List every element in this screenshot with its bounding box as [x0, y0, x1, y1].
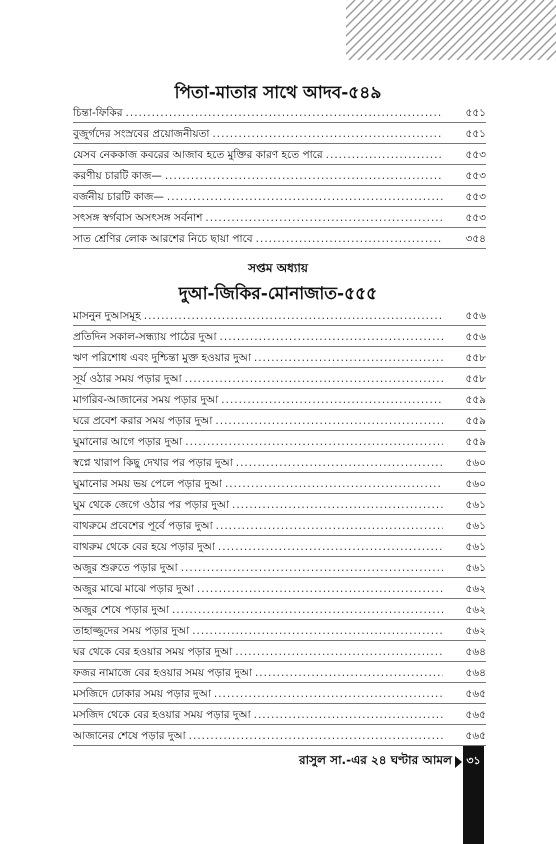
toc-entry[interactable] [73, 207, 486, 228]
toc-list-parents [73, 102, 486, 249]
toc-entry-page: ৫৫১ [465, 107, 486, 119]
toc-entry[interactable] [73, 662, 486, 683]
hatch-line [430, 0, 490, 60]
toc-entry[interactable] [73, 536, 486, 557]
toc-entry[interactable] [73, 620, 486, 641]
toc-entry[interactable] [73, 473, 486, 494]
hatch-line [349, 0, 409, 60]
toc-entry-title: ঘুমানোর সময় ভয় পেলে পড়ার দুআ [73, 478, 222, 490]
page-number-tab [463, 746, 484, 844]
toc-entry[interactable] [73, 347, 486, 368]
page-number: ৩১ [466, 754, 481, 767]
toc-entry-page: ৫৬৫ [465, 709, 486, 721]
toc-entry[interactable] [73, 494, 486, 515]
hatch-line [475, 0, 535, 60]
dot-leader [232, 498, 443, 512]
toc-entry-title: বাথরুম থেকে বের হয়ে পড়ার দুআ [73, 541, 215, 553]
dot-leader [189, 729, 443, 743]
dot-leader [225, 477, 443, 491]
toc-entry[interactable] [73, 186, 486, 207]
dot-leader [205, 211, 443, 225]
dot-leader [221, 393, 443, 407]
toc-entry-page: ৫৬২ [465, 625, 486, 637]
hatch-line [376, 0, 436, 60]
toc-entry[interactable] [73, 305, 486, 326]
hatch-line [439, 0, 499, 60]
section-heading-dua: দুআ-জিকির-মোনাজাত-৫৫৫ [178, 284, 378, 304]
hatch-line [403, 0, 463, 60]
hatch-line [448, 0, 508, 60]
toc-entry[interactable] [73, 599, 486, 620]
toc-entry-page: ৫৬৪ [465, 646, 486, 658]
dot-leader [185, 435, 443, 449]
toc-entry[interactable] [73, 431, 486, 452]
toc-entry-title: ঘুম থেকে জেগে ওঠার পর পড়ার দুআ [73, 499, 229, 511]
dot-leader [236, 456, 443, 470]
hatch-line [547, 0, 556, 60]
dot-leader [214, 687, 443, 701]
toc-entry[interactable] [73, 515, 486, 536]
toc-entry-page: ৫৫৬ [465, 331, 486, 343]
toc-entry-page: ৫৬২ [465, 604, 486, 616]
dot-leader [220, 330, 443, 344]
toc-entry-title: মসজিদে ঢোকার সময় পড়ার দুআ [73, 688, 211, 700]
dot-leader [218, 540, 443, 554]
hatch-line [346, 0, 355, 60]
hatch-line [358, 0, 418, 60]
toc-entry[interactable] [73, 578, 486, 599]
toc-entry[interactable] [73, 452, 486, 473]
hatch-line [484, 0, 544, 60]
toc-entry-page: ৫৫৬ [465, 310, 486, 322]
dot-leader [185, 372, 443, 386]
dot-leader [165, 169, 443, 183]
toc-entry-title: মাসনুন দুআসমূহ [73, 310, 141, 322]
hatch-line [385, 0, 445, 60]
toc-entry-page: ৫৫৯ [465, 394, 486, 406]
toc-entry[interactable] [73, 228, 486, 249]
toc-entry-title: অজুর শুরুতে পড়ার দুআ [73, 562, 178, 574]
toc-entry-page: ৫৫৩ [465, 191, 486, 203]
toc-entry[interactable] [73, 144, 486, 165]
toc-entry-title: ঘরে প্রবেশ করার সময় পড়ার দুআ [73, 415, 213, 427]
toc-entry-page: ৫৫১ [465, 128, 486, 140]
toc-entry-title: ঋণ পরিশোধ এবং দুশ্চিন্তা মুক্ত হওয়ার দুআ [73, 352, 251, 364]
dot-leader [212, 127, 443, 141]
toc-entry-page: ৫৫৮ [465, 373, 486, 385]
dot-leader [197, 582, 443, 596]
toc-entry[interactable] [73, 704, 486, 725]
hatch-line [421, 0, 481, 60]
toc-entry-title: সূর্য ওঠার সময় পড়ার দুআ [73, 373, 182, 385]
toc-entry-title: স্বপ্নে খারাপ কিছু দেখার পর পড়ার দুআ [73, 457, 233, 469]
hatch-line [412, 0, 472, 60]
toc-entry-page: ৫৬৫ [465, 688, 486, 700]
footer-arrow-icon [455, 756, 462, 768]
toc-entry-page: ৫৬৪ [465, 667, 486, 679]
toc-entry-page: ৫৬১ [465, 541, 486, 553]
toc-entry-page: ৫৫৩ [465, 212, 486, 224]
toc-entry-title: তাহাজ্জুদের সময় পড়ার দুআ [73, 625, 190, 637]
toc-list-dua [73, 305, 486, 746]
toc-entry-title: প্রতিদিন সকাল-সন্ধ্যায় পাঠের দুআ [73, 331, 217, 343]
toc-entry-page: ৩৫৪ [465, 233, 486, 245]
toc-entry[interactable] [73, 326, 486, 347]
toc-entry-title: সাত শ্রেণির লোক আরশের নিচে ছায়া পাবে [73, 233, 253, 245]
dot-leader [167, 190, 443, 204]
toc-entry[interactable] [73, 389, 486, 410]
hatch-line [346, 0, 373, 60]
toc-entry-title: মসজিদ থেকে বের হওয়ার সময় পড়ার দুআ [73, 709, 251, 721]
toc-entry-title: ঘর থেকে বের হওয়ার সময় পড়ার দুআ [73, 646, 233, 658]
toc-entry-page: ৫৬৫ [465, 730, 486, 742]
toc-entry[interactable] [73, 557, 486, 578]
section-heading-parents: পিতা-মাতার সাথে আদব-৫৪৯ [174, 83, 382, 103]
toc-entry-title: যেসব নেককাজ কবরের আজাব হতে মুক্তির কারণ হতে পারে [73, 149, 323, 161]
toc-entry-title: ঘুমানোর আগে পড়ার দুআ [73, 436, 183, 448]
toc-entry-title: ফজর নামাজে বের হওয়ার সময় পড়ার দুআ [73, 667, 252, 679]
toc-entry-title: করণীয় চারটি কাজ— [73, 170, 162, 182]
dot-leader [254, 351, 443, 365]
toc-entry[interactable] [73, 641, 486, 662]
toc-entry-page: ৫৬২ [465, 583, 486, 595]
corner-hatch-decoration [346, 0, 556, 60]
dot-leader [126, 106, 443, 120]
toc-entry-page: ৫৫৩ [465, 170, 486, 182]
dot-leader [254, 708, 443, 722]
toc-entry[interactable] [73, 368, 486, 389]
toc-entry-title: সৎসঙ্গ স্বর্গবাস অসৎসঙ্গ সর্বনাশ [73, 212, 203, 224]
hatch-line [394, 0, 454, 60]
toc-entry-page: ৫৬০ [465, 478, 486, 490]
toc-entry-page: ৫৫৩ [465, 149, 486, 161]
dot-leader [255, 666, 443, 680]
dot-leader [235, 645, 443, 659]
dot-leader [192, 624, 443, 638]
dot-leader [215, 414, 443, 428]
toc-entry-page: ৫৬০ [465, 457, 486, 469]
toc-entry-page: ৫৬১ [465, 499, 486, 511]
toc-entry-title: আজানের শেষে পড়ার দুআ [73, 730, 186, 742]
toc-entry-page: ৫৫৮ [465, 352, 486, 364]
toc-entry[interactable] [73, 123, 486, 144]
toc-entry[interactable] [73, 410, 486, 431]
toc-entry-title: অজুর মাঝে মাঝে পড়ার দুআ [73, 583, 194, 595]
toc-entry-title: অজুর শেষে পড়ার দুআ [73, 604, 169, 616]
dot-leader [144, 309, 443, 323]
hatch-line [457, 0, 517, 60]
toc-entry[interactable] [73, 725, 486, 746]
toc-entry-title: বুজুর্গদের সংস্রবের প্রয়োজনীয়তা [73, 128, 210, 140]
hatch-line [466, 0, 526, 60]
toc-entry-title: বাথরুমে প্রবেশের পূর্বে পড়ার দুআ [73, 520, 213, 532]
footer-book-title: রাসুল সা.-এর ২৪ ঘণ্টার আমল [299, 753, 452, 767]
dot-leader [256, 232, 443, 246]
toc-entry-title: চিন্তা-ফিকির [73, 107, 123, 119]
toc-entry[interactable] [73, 165, 486, 186]
toc-entry-page: ৫৬১ [465, 562, 486, 574]
hatch-line [493, 0, 553, 60]
dot-leader [172, 603, 443, 617]
hatch-line [529, 0, 556, 60]
toc-entry-title: বর্জনীয় চারটি কাজ— [73, 191, 164, 203]
toc-entry-title: মাগরিব-আজানের সময় পড়ার দুআ [73, 394, 219, 406]
dot-leader [326, 148, 443, 162]
chapter-label: সপ্তম অধ্যায় [248, 261, 308, 275]
toc-entry-page: ৫৬১ [465, 520, 486, 532]
toc-entry[interactable] [73, 683, 486, 704]
dot-leader [216, 519, 443, 533]
toc-entry-page: ৫৫৯ [465, 415, 486, 427]
toc-entry-page: ৫৫৯ [465, 436, 486, 448]
hatch-line [367, 0, 427, 60]
toc-entry[interactable] [73, 102, 486, 123]
dot-leader [181, 561, 443, 575]
